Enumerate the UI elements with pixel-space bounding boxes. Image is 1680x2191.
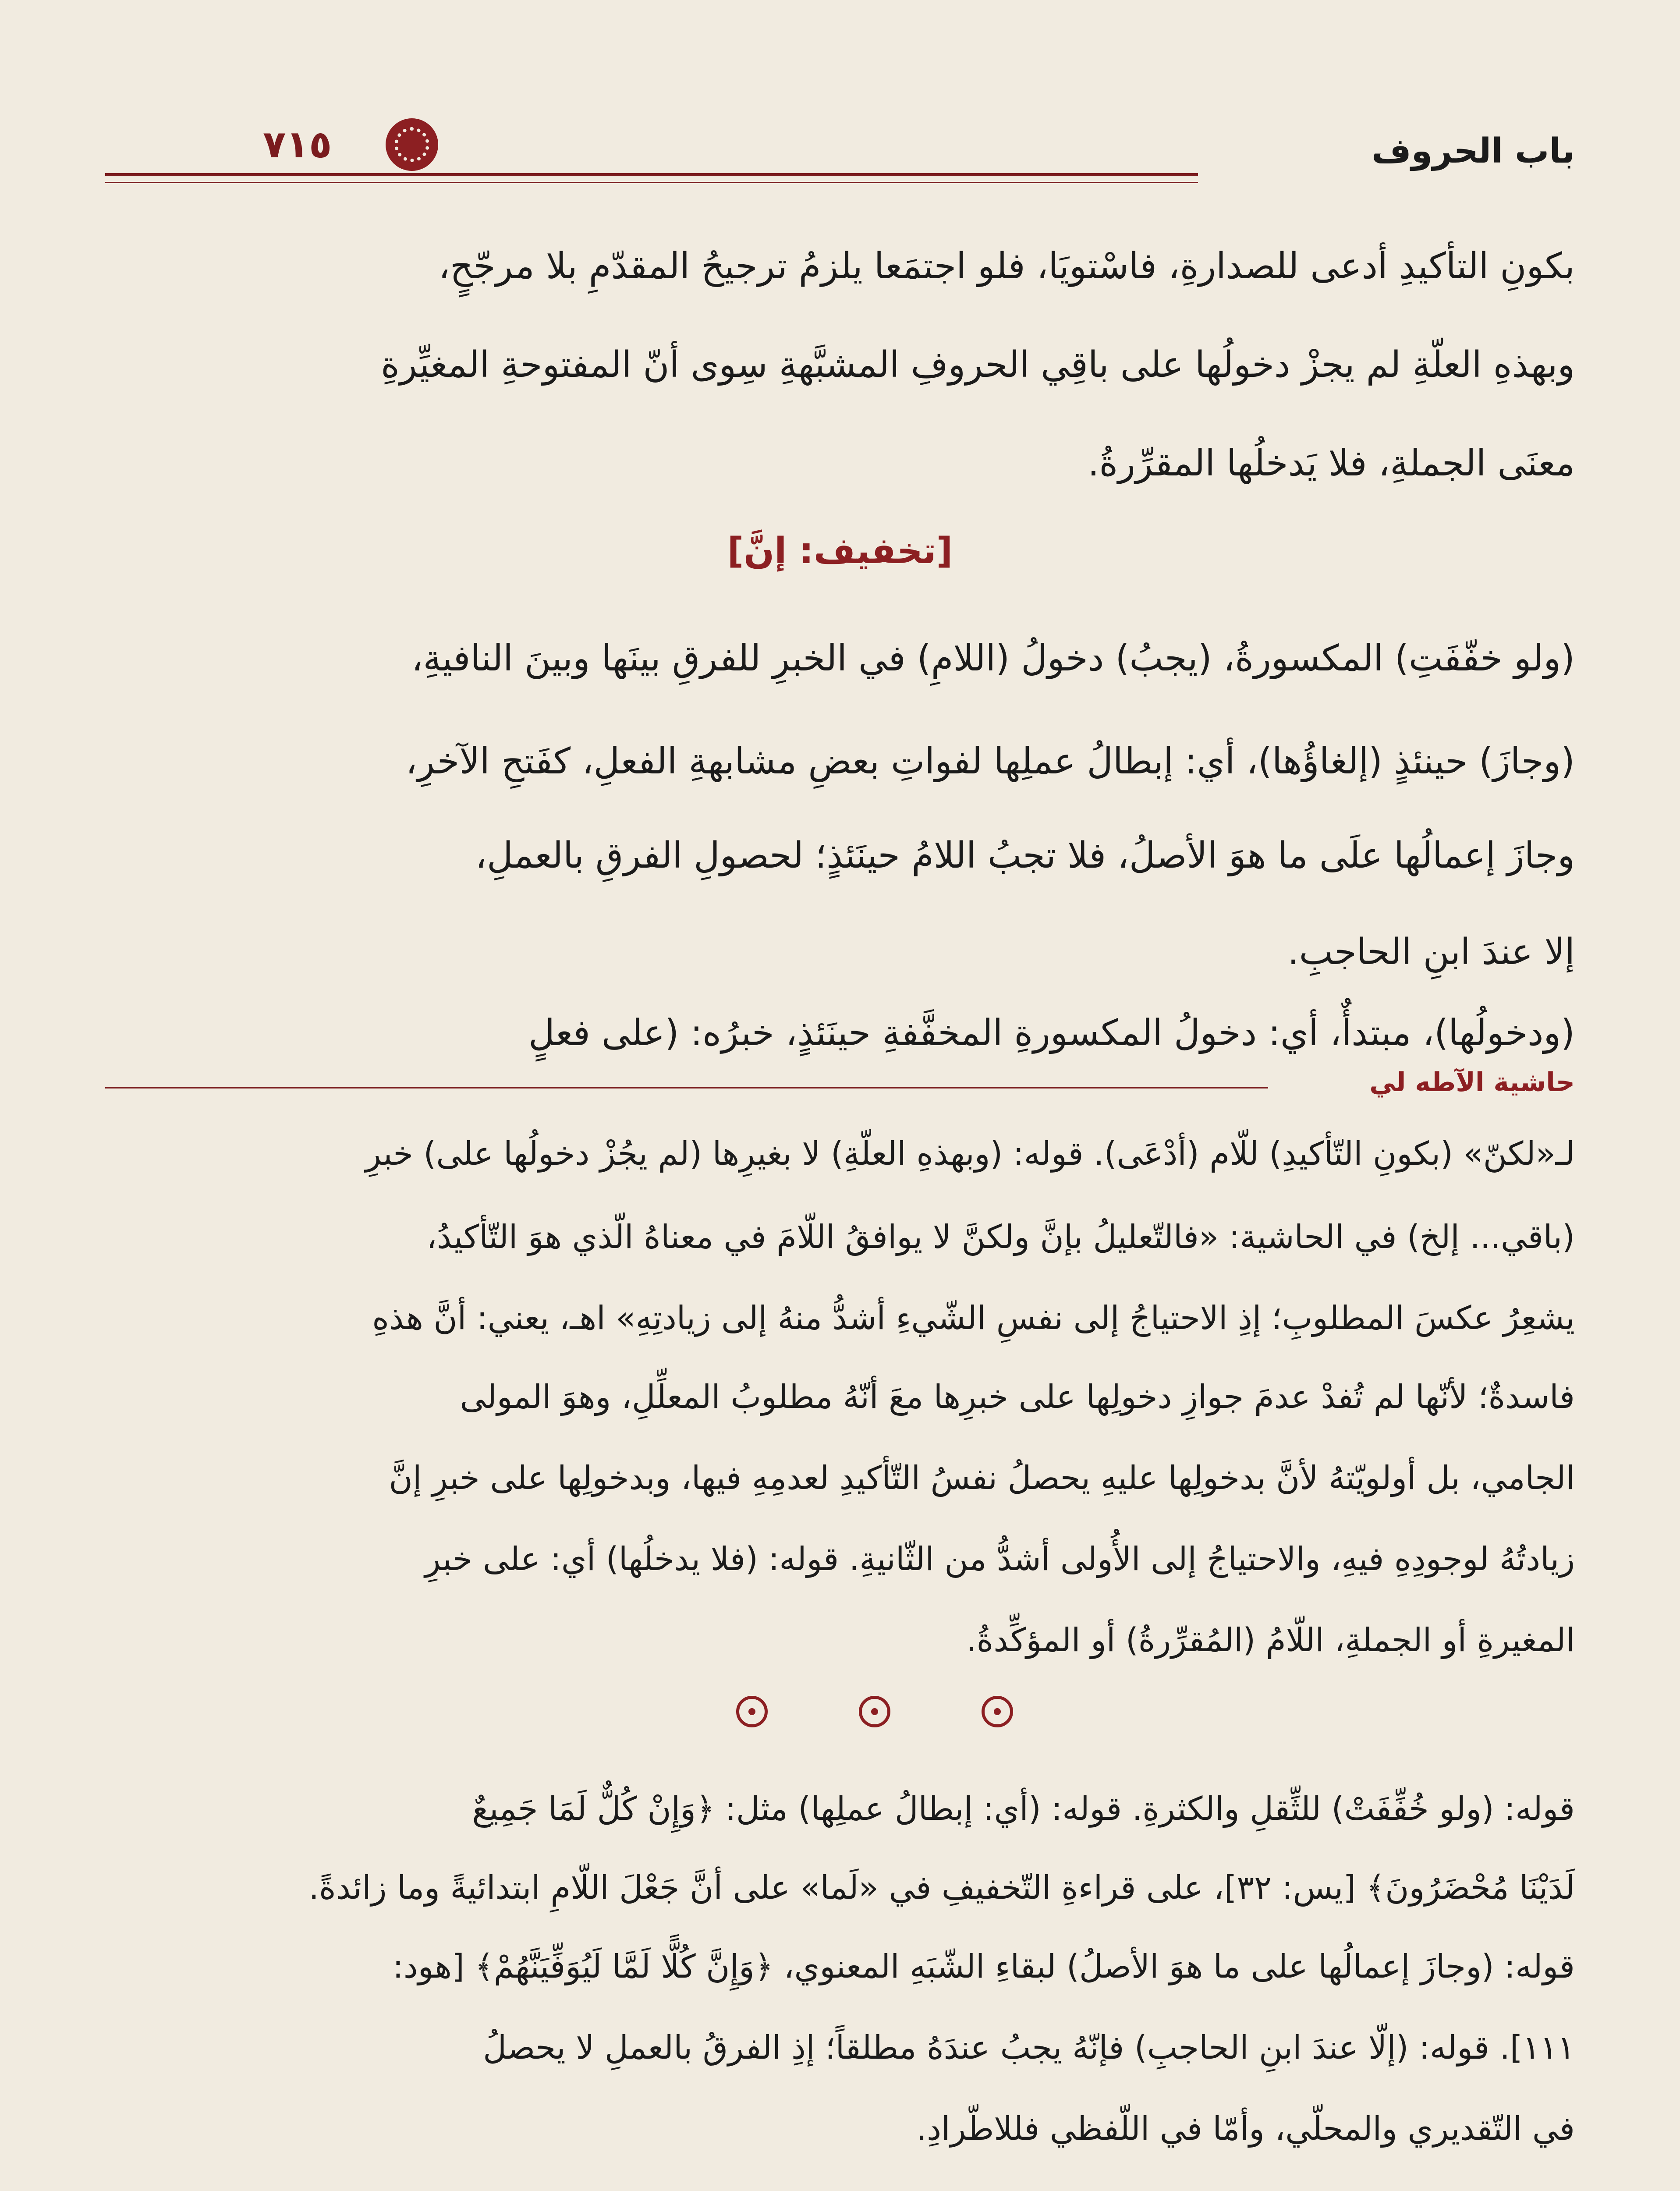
commentary-line: قوله: (وجازَ إعمالُها على ما هوَ الأصلُ) لبقاءِ الشّبَهِ المعنوي، ﴿وَإِنَّ كُلًّا لَمَّا لَيُوَفِّيَنَّهُمْ﴾ [هود: [392, 1948, 1575, 1985]
main-text-line: وجازَ إعمالُها علَى ما هوَ الأصلُ، فلا تجبُ اللامُ حينَئذٍ؛ لحصولِ الفرقِ بالعملِ، [475, 835, 1575, 876]
separator-dot-icon [736, 1696, 768, 1727]
commentary-line: (باقي... إلخ) في الحاشية: «فالتّعليلُ بإنَّ ولكنَّ لا يوافقُ اللّامَ في معناهُ الّذي هوَ التّأكيدُ، [426, 1218, 1575, 1256]
commentary-label: حاشية الآطه لي [1369, 1067, 1575, 1098]
section-separator [736, 1696, 1043, 1740]
main-text-line: معنَى الجملةِ، فلا يَدخلُها المقرِّرةُ. [1088, 443, 1575, 484]
page-number: ٧١٥ [263, 123, 332, 167]
main-text-line: إلا عندَ ابنِ الحاجبِ. [1287, 931, 1575, 973]
commentary-line: المغيرةِ أو الجملةِ، اللّامُ (المُقرِّرةُ) أو المؤكِّدةُ. [966, 1621, 1575, 1659]
commentary-line: في التّقديري والمحلّي، وأمّا في اللّفظي فللاطّرادِ. [916, 2110, 1575, 2148]
separator-dot-icon [982, 1696, 1013, 1727]
commentary-line: يشعِرُ عكسَ المطلوبِ؛ إذِ الاحتياجُ إلى نفسِ الشّيءِ أشدُّ منهُ إلى زيادتِهِ» اهـ، يعني: أنَّ هذهِ [372, 1299, 1575, 1337]
separator-dot-icon [859, 1696, 890, 1727]
header-rule [105, 173, 1198, 176]
commentary-line: فاسدةٌ؛ لأنّها لم تُفدْ عدمَ جوازِ دخولِها على خبرِها معَ أنّهُ مطلوبُ المعلِّلِ، وهوَ المولى [460, 1378, 1575, 1416]
main-text-line: وبهذهِ العلّةِ لم يجزْ دخولُها على باقِي الحروفِ المشبَّهةِ سِوى أنّ المفتوحةِ المغيِّرةِ [381, 344, 1575, 386]
main-text-line: (ودخولُها)، مبتدأٌ، أي: دخولُ المكسورةِ المخفَّفةِ حينَئذٍ، خبرُه: (على فعلٍ [528, 1012, 1575, 1054]
commentary-line: زيادتُهُ لوجودِهِ فيهِ، والاحتياجُ إلى الأُولى أشدُّ من الثّانيةِ. قوله: (فلا يدخلُها) أي: على خبرِ [425, 1540, 1575, 1578]
header-rule-left [105, 173, 245, 176]
commentary-line: لـ«لكنّ» (بكونِ التّأكيدِ) للّام (أدْعَى). قوله: (وبهذهِ العلّةِ) لا بغيرِها (لم يجُزْ دخولُها على) خبرِ [365, 1135, 1575, 1173]
commentary-line: قوله: (ولو خُفِّفَتْ) للثِّقلِ والكثرةِ. قوله: (أي: إبطالُ عملِها) مثل: ﴿وَإِنْ كُلٌّ لَمَا جَمِيعٌ [472, 1790, 1575, 1828]
commentary-line: الجامي، بل أولويّتهُ لأنَّ بدخولِها عليهِ يحصلُ نفسُ التّأكيدِ لعدمِهِ فيها، وبدخولِها على خبرِ إنَّ [389, 1459, 1575, 1497]
commentary-line: ١١١]. قوله: (إلّا عندَ ابنِ الحاجبِ) فإنّهُ يجبُ عندَهُ مطلقاً؛ إذِ الفرقُ بالعملِ لا يحصلُ [483, 2029, 1575, 2067]
chapter-title: باب الحروف [1372, 131, 1575, 171]
main-text-line: (وجازَ) حينئذٍ (إلغاؤُها)، أي: إبطالُ عملِها لفواتِ بعضِ مشابهةِ الفعلِ، كفَتحِ الآخرِ، [405, 741, 1575, 782]
rosette-ornament-icon [386, 118, 438, 171]
commentary-rule [105, 1087, 1268, 1088]
header-rule-thin [105, 182, 1198, 183]
section-heading: [تخفيف: إنَّ] [727, 530, 953, 572]
main-text-line: (ولو خفّفَتِ) المكسورةُ، (يجبُ) دخولُ (اللامِ) في الخبرِ للفرقِ بينَها وبينَ النافيةِ، [411, 638, 1575, 679]
main-text-line: بكونِ التأكيدِ أدعى للصدارةِ، فاسْتويَا، فلو اجتمَعا يلزمُ ترجيحُ المقدّمِ بلا مرجّحٍ، [438, 245, 1575, 287]
commentary-line: لَدَيْنَا مُحْضَرُونَ﴾ [يس: ٣٢]، على قراءةِ التّخفيفِ في «لَما» على أنَّ جَعْلَ اللّامِ ابتدائيةً وما زائدةً. [308, 1869, 1575, 1907]
